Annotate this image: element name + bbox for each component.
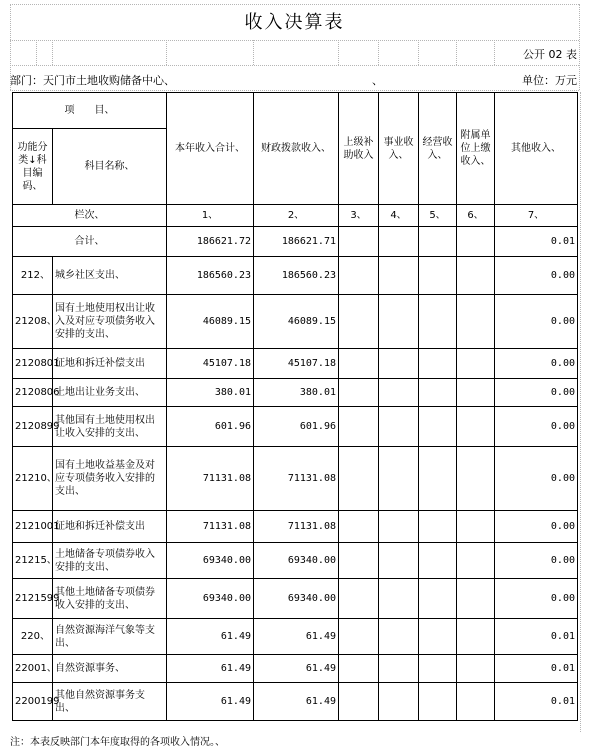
total-label: 合计、 (13, 227, 167, 257)
other-cell: 0.00 (495, 543, 578, 579)
empty-cell (457, 579, 495, 619)
total-cell: 601.96 (167, 407, 254, 447)
empty-cell (379, 655, 419, 683)
col-num: 7、 (495, 205, 578, 227)
other-cell: 0.00 (495, 407, 578, 447)
header-row (13, 93, 578, 129)
empty-cell (339, 655, 379, 683)
empty-cell (419, 511, 457, 543)
empty-cell (419, 447, 457, 511)
col-career-header: 事业收入、 (379, 93, 419, 205)
department-line (10, 70, 579, 88)
empty-cell (457, 407, 495, 447)
fiscal-cell: 61.49 (254, 619, 339, 655)
empty-cell (339, 295, 379, 349)
subject-name-cell: 自然资源海洋气象等支出、 (53, 619, 167, 655)
other-cell: 0.00 (495, 379, 578, 407)
other-cell: 0.01 (495, 619, 578, 655)
fiscal-cell: 69340.00 (254, 579, 339, 619)
empty-cell (379, 407, 419, 447)
empty-cell (457, 683, 495, 721)
code-cell: 2120899 (13, 407, 53, 447)
col-num: 6、 (457, 205, 495, 227)
empty-cell (339, 543, 379, 579)
other-cell: 0.00 (495, 295, 578, 349)
code-cell: 2121599 (13, 579, 53, 619)
empty-cell (419, 349, 457, 379)
table-row (13, 655, 578, 683)
subject-name-cell: 征地和拆迁补偿支出 (53, 511, 167, 543)
empty-cell (457, 543, 495, 579)
subject-name-cell: 土地出让业务支出、 (53, 379, 167, 407)
total-cell: 380.01 (167, 379, 254, 407)
empty-cell (457, 227, 495, 257)
table-row (13, 683, 578, 721)
empty-cell (339, 227, 379, 257)
col-num: 4、 (379, 205, 419, 227)
total-cell: 61.49 (167, 655, 254, 683)
table-row (13, 447, 578, 511)
total-cell: 69340.00 (167, 579, 254, 619)
empty-cell (379, 683, 419, 721)
col-affiliated-header: 附属单位上缴收入、 (457, 93, 495, 205)
table-row (13, 579, 578, 619)
table-row (13, 543, 578, 579)
empty-cell (379, 349, 419, 379)
subject-name-cell: 国有土地收益基金及对应专项债务收入安排的支出、 (53, 447, 167, 511)
fiscal-cell: 61.49 (254, 655, 339, 683)
empty-cell (339, 511, 379, 543)
fiscal-cell: 71131.08 (254, 511, 339, 543)
empty-cell (419, 683, 457, 721)
empty-cell (379, 295, 419, 349)
code-cell: 2121001 (13, 511, 53, 543)
total-cell: 45107.18 (167, 349, 254, 379)
empty-cell (419, 543, 457, 579)
empty-cell (339, 579, 379, 619)
fiscal-cell: 61.49 (254, 683, 339, 721)
total-row (13, 227, 578, 257)
empty-cell (457, 619, 495, 655)
empty-cell (419, 407, 457, 447)
empty-cell (379, 579, 419, 619)
other-cell: 0.00 (495, 349, 578, 379)
empty-cell (457, 295, 495, 349)
table-row (13, 257, 578, 295)
fiscal-cell: 69340.00 (254, 543, 339, 579)
fiscal-cell: 46089.15 (254, 295, 339, 349)
fiscal-cell: 71131.08 (254, 447, 339, 511)
total-total: 186621.72 (167, 227, 254, 257)
other-cell: 0.00 (495, 447, 578, 511)
guide-line (10, 90, 579, 91)
guide-line (580, 92, 581, 732)
subject-name-cell: 自然资源事务、 (53, 655, 167, 683)
empty-cell (379, 447, 419, 511)
empty-cell (339, 683, 379, 721)
department-separator: 、 (372, 74, 383, 87)
fiscal-cell: 45107.18 (254, 349, 339, 379)
subject-name-cell: 其他国有土地使用权出让收入安排的支出、 (53, 407, 167, 447)
code-cell: 2200199 (13, 683, 53, 721)
form-code: 公开 02 表 (523, 48, 577, 61)
col-other-header: 其他收入、 (495, 93, 578, 205)
empty-cell (379, 543, 419, 579)
subject-name-header: 科目名称、 (53, 129, 167, 205)
empty-cell (339, 257, 379, 295)
empty-cell (339, 349, 379, 379)
col-total-header: 本年收入合计、 (167, 93, 254, 205)
empty-cell (419, 655, 457, 683)
other-cell: 0.00 (495, 511, 578, 543)
code-cell: 22001、 (13, 655, 53, 683)
table-row (13, 379, 578, 407)
empty-cell (457, 379, 495, 407)
empty-cell (419, 619, 457, 655)
footnote: 注：本表反映部门本年度取得的各项收入情况。、 (10, 737, 225, 748)
empty-cell (339, 379, 379, 407)
empty-cell (379, 379, 419, 407)
empty-cell (419, 579, 457, 619)
code-cell: 21215、 (13, 543, 53, 579)
col-business-header: 经营收入、 (419, 93, 457, 205)
empty-cell (419, 227, 457, 257)
empty-cell (457, 511, 495, 543)
total-fiscal: 186621.71 (254, 227, 339, 257)
other-cell: 0.01 (495, 655, 578, 683)
empty-cell (457, 447, 495, 511)
fiscal-cell: 380.01 (254, 379, 339, 407)
empty-cell (379, 257, 419, 295)
subject-name-cell: 征地和拆迁补偿支出 (53, 349, 167, 379)
total-cell: 61.49 (167, 619, 254, 655)
total-cell: 71131.08 (167, 447, 254, 511)
fiscal-cell: 601.96 (254, 407, 339, 447)
code-cell: 21208、 (13, 295, 53, 349)
column-number-row (13, 205, 578, 227)
income-table (12, 92, 578, 721)
total-cell: 69340.00 (167, 543, 254, 579)
other-cell: 0.01 (495, 683, 578, 721)
table-row (13, 349, 578, 379)
code-cell: 212、 (13, 257, 53, 295)
department-label: 部门：天门市土地收购储备中心、 (10, 74, 175, 87)
empty-cell (379, 619, 419, 655)
empty-cell (339, 447, 379, 511)
other-cell: 0.00 (495, 257, 578, 295)
guide-line (10, 4, 579, 5)
total-cell: 46089.15 (167, 295, 254, 349)
func-code-header: 功能分类↓科目编码、 (13, 129, 53, 205)
col-num: 1、 (167, 205, 254, 227)
table-row (13, 511, 578, 543)
subject-name-cell: 其他土地储备专项债券收入安排的支出、 (53, 579, 167, 619)
fiscal-cell: 186560.23 (254, 257, 339, 295)
subject-name-cell: 土地储备专项债券收入安排的支出、 (53, 543, 167, 579)
table-row (13, 619, 578, 655)
subject-name-cell: 国有土地使用权出让收入及对应专项债务收入安排的支出、 (53, 295, 167, 349)
form-code-line (10, 44, 579, 62)
code-cell: 2120806 (13, 379, 53, 407)
code-cell: 220、 (13, 619, 53, 655)
col-fiscal-header: 财政拨款收入、 (254, 93, 339, 205)
code-cell: 2120801 (13, 349, 53, 379)
row-col-label: 栏次、 (13, 205, 167, 227)
empty-cell (339, 407, 379, 447)
unit-label: 单位：万元 (522, 74, 577, 87)
empty-cell (419, 295, 457, 349)
col-num: 2、 (254, 205, 339, 227)
subject-name-cell: 城乡社区支出、 (53, 257, 167, 295)
empty-cell (457, 349, 495, 379)
empty-cell (457, 257, 495, 295)
table-row (13, 295, 578, 349)
empty-cell (379, 511, 419, 543)
col-upper-header: 上级补助收入 (339, 93, 379, 205)
empty-cell (379, 227, 419, 257)
guide-line (10, 65, 579, 66)
col-num: 5、 (419, 205, 457, 227)
empty-cell (419, 257, 457, 295)
col-num: 3、 (339, 205, 379, 227)
page-title: 收入决算表 (244, 12, 345, 33)
code-cell: 21210、 (13, 447, 53, 511)
total-cell: 61.49 (167, 683, 254, 721)
item-header: 项 目、 (13, 93, 167, 129)
subject-name-cell: 其他自然资源事务支出、 (53, 683, 167, 721)
total-cell: 186560.23 (167, 257, 254, 295)
empty-cell (419, 379, 457, 407)
empty-cell (457, 655, 495, 683)
empty-cell (339, 619, 379, 655)
total-cell: 71131.08 (167, 511, 254, 543)
other-cell: 0.00 (495, 579, 578, 619)
total-other: 0.01 (495, 227, 578, 257)
table-row (13, 407, 578, 447)
